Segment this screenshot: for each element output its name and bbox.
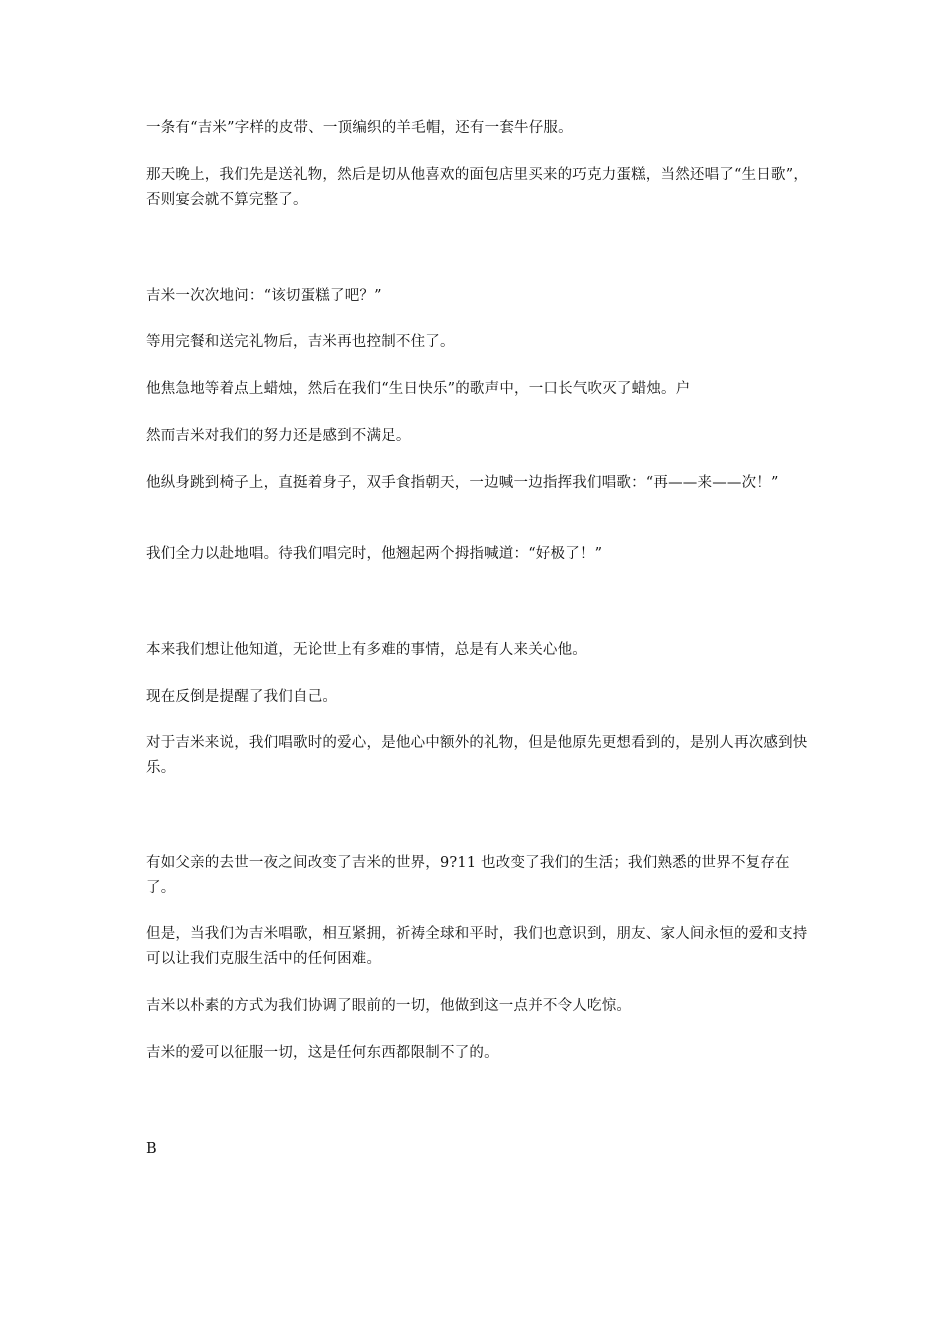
- paragraph-after-dinner: 等用完餐和送完礼物后，吉米再也控制不住了。: [146, 334, 455, 350]
- paragraph-simple-way: 吉米以朴素的方式为我们协调了眼前的一切，他做到这一点并不令人吃惊。: [146, 998, 632, 1014]
- section-marker: B: [146, 1141, 157, 1157]
- paragraph-sang-again: 我们全力以赴地唱。待我们唱完时，他翘起两个拇指喊道：“好极了！”: [146, 546, 603, 562]
- paragraph-we-wanted: 本来我们想让他知道，无论世上有多难的事情，总是有人来关心他。: [146, 642, 587, 658]
- paragraph-reminded: 现在反倒是提醒了我们自己。: [146, 689, 338, 705]
- paragraph-gifts: 一条有“吉米”字样的皮带、一顶编织的羊毛帽，还有一套牛仔服。: [146, 120, 573, 136]
- paragraph-911: 有如父亲的去世一夜之间改变了吉米的世界，9?11 也改变了我们的生活；我们熟悉的世界不复存在了。: [146, 855, 790, 896]
- paragraph-but-when: 但是，当我们为吉米唱歌，相互紧拥，祈祷全球和平时，我们也意识到，朋友、家人间永恒的爱和支持可以让我们克服生活中的任何困难。: [146, 926, 808, 967]
- paragraph-that-evening: 那天晚上，我们先是送礼物，然后是切从他喜欢的面包店里买来的巧克力蛋糕，当然还唱了“生日歌”，否则宴会就不算完整了。: [146, 167, 809, 208]
- paragraph-candles: 他焦急地等着点上蜡烛，然后在我们“生日快乐”的歌声中，一口长气吹灭了蜡烛。户: [146, 381, 691, 397]
- paragraph-chair: 他纵身跳到椅子上，直挺着身子，双手食指朝天，一边喊一边指挥我们唱歌：“再——来——次！”: [146, 475, 779, 491]
- paragraph-jimmy-asks: 吉米一次次地问：“该切蛋糕了吧？”: [146, 288, 382, 304]
- paragraph-not-satisfied: 然而吉米对我们的努力还是感到不满足。: [146, 428, 411, 444]
- paragraph-love-conquers: 吉米的爱可以征服一切，这是任何东西都限制不了的。: [146, 1045, 499, 1061]
- paragraph-love-gift: 对于吉米来说，我们唱歌时的爱心，是他心中额外的礼物，但是他原先更想看到的，是别人再次感到快乐。: [146, 735, 808, 776]
